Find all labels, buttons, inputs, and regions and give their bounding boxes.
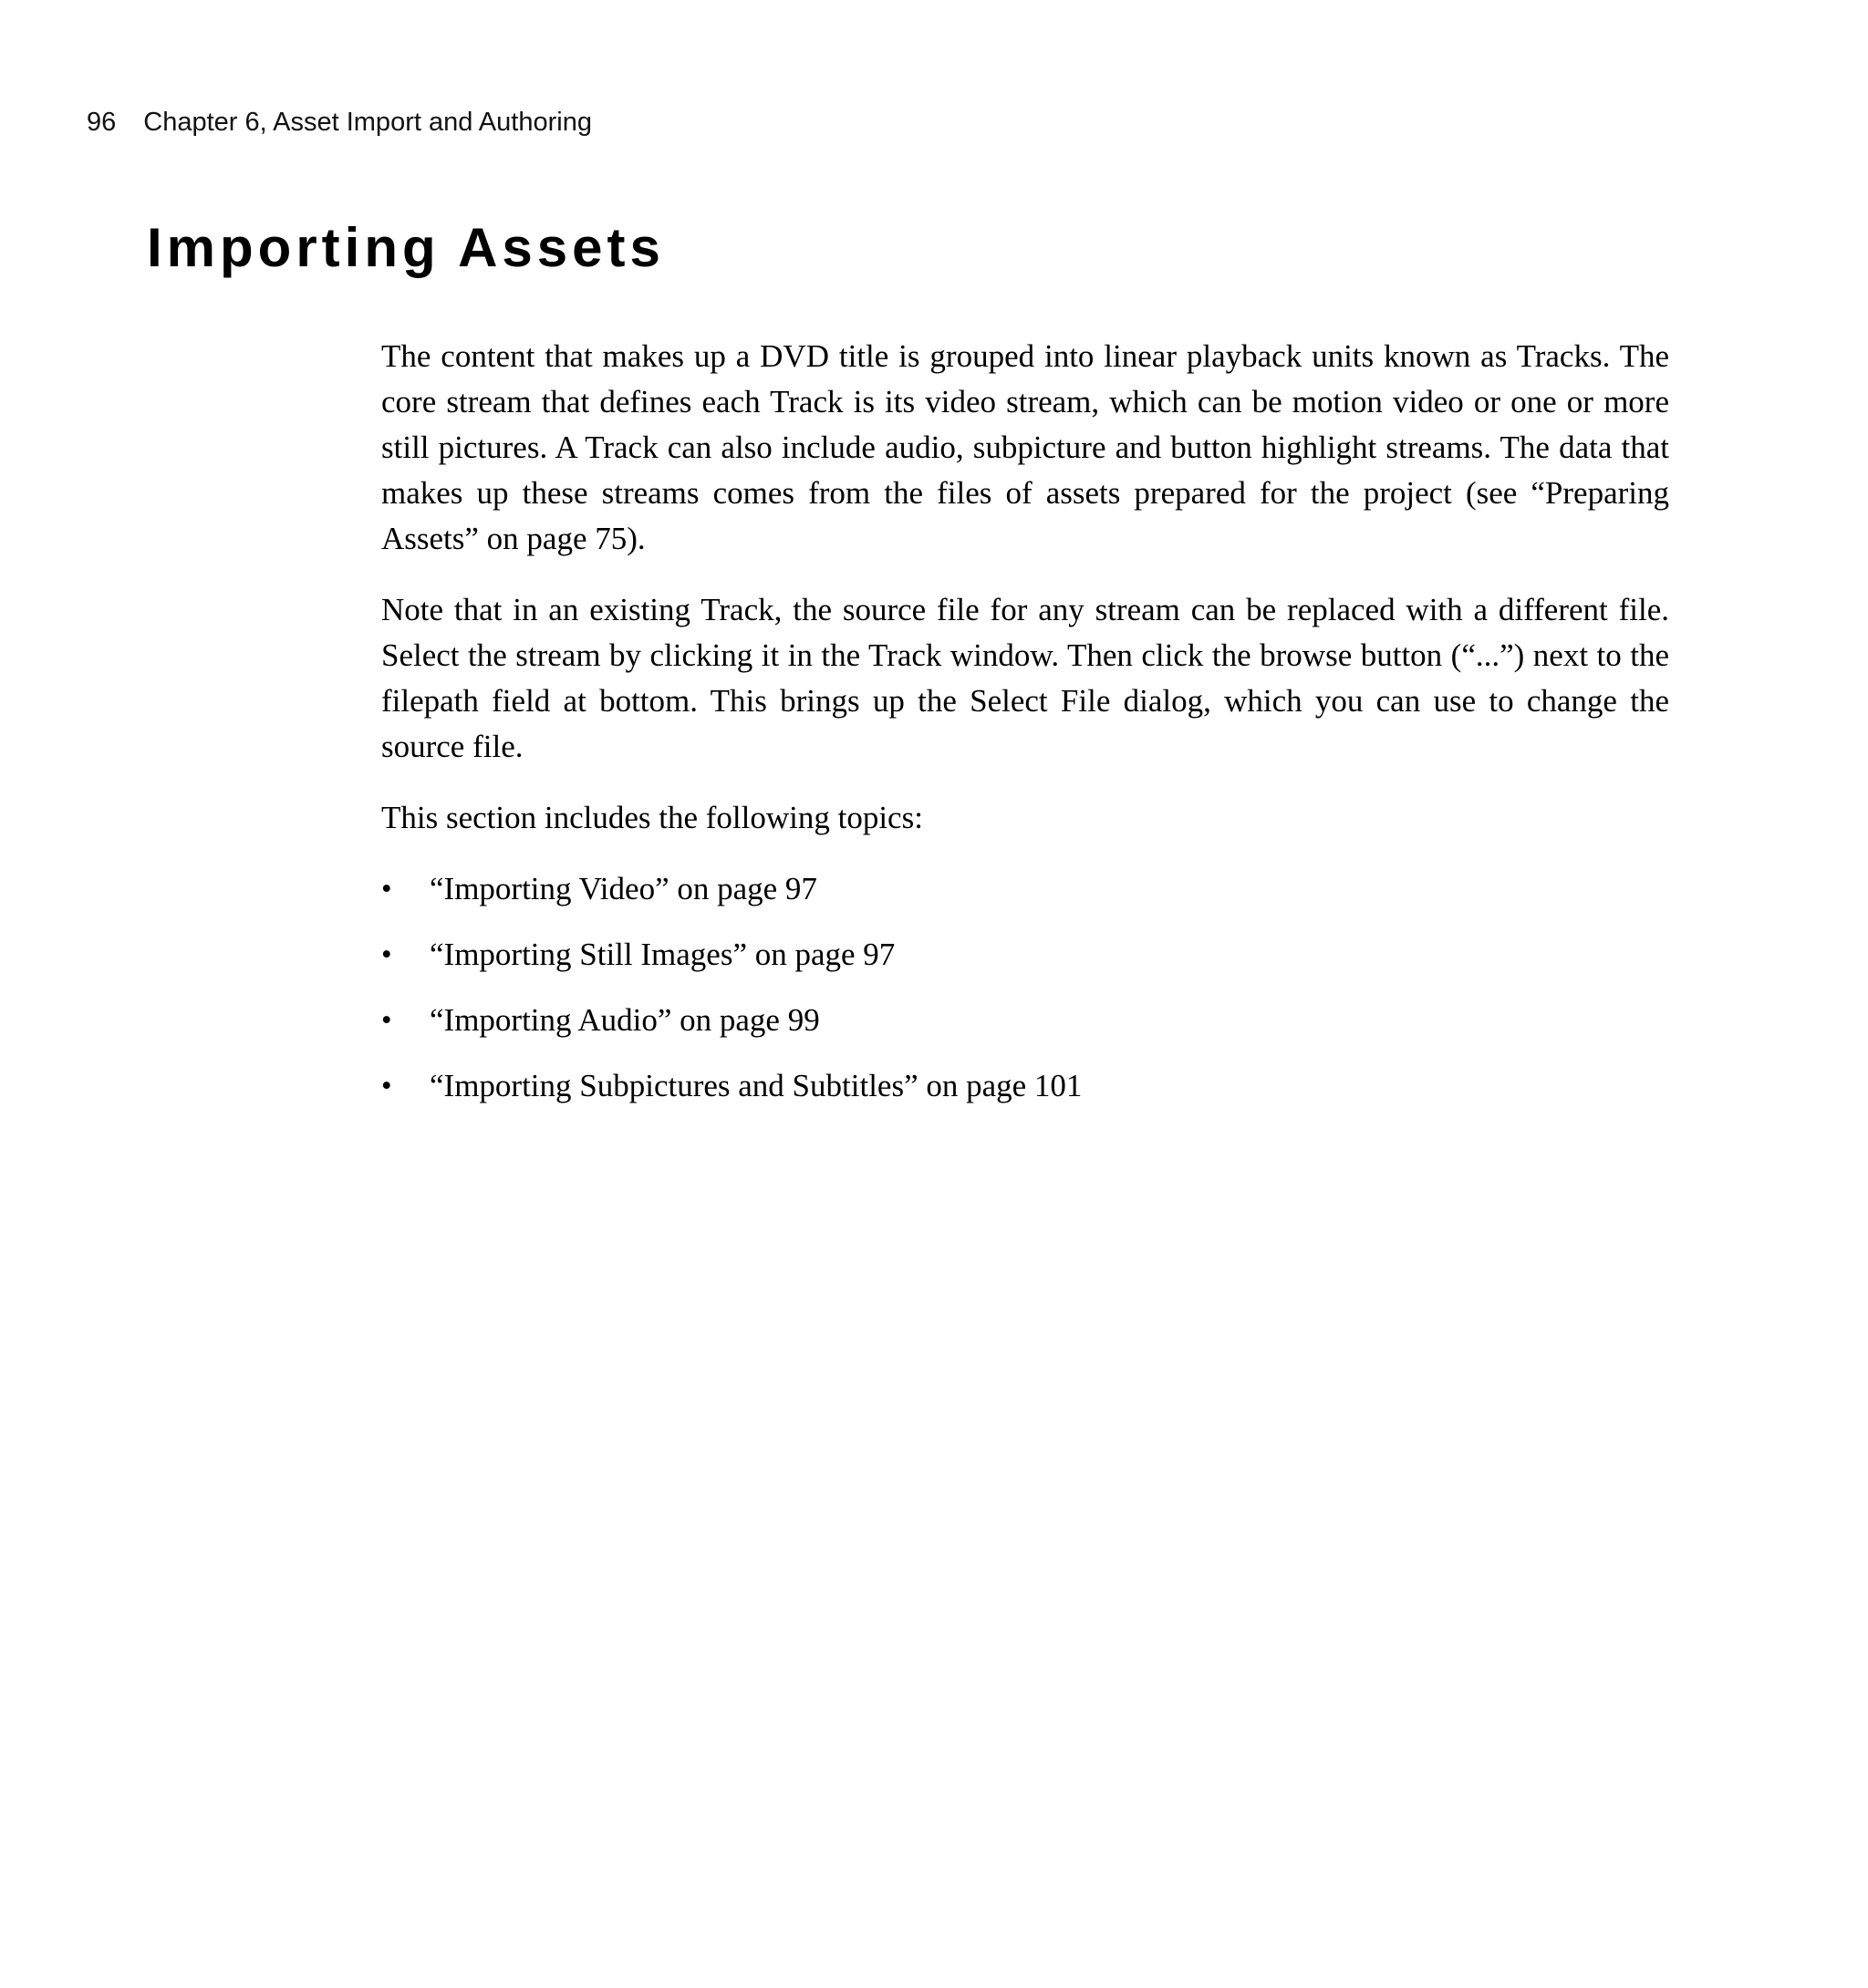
bullet-icon: • <box>381 1070 392 1103</box>
bullet-icon: • <box>381 938 392 971</box>
topic-list <box>381 866 1669 1109</box>
running-header <box>87 108 592 138</box>
section-body <box>381 334 1669 1129</box>
topic-link-importing-subpictures[interactable]: “Importing Subpictures and Subtitles” on page 101 <box>430 1068 1083 1103</box>
topic-link-importing-audio[interactable]: “Importing Audio” on page 99 <box>430 1002 820 1038</box>
list-item <box>381 866 1669 912</box>
list-item <box>381 1063 1669 1109</box>
chapter-title: Chapter 6, Asset Import and Authoring <box>143 108 592 137</box>
list-item <box>381 932 1669 978</box>
note-paragraph: Note that in an existing Track, the source file for any stream can be replaced with a different file. Select the stream by clicking it in the Track window. Then click the browse button (“...”) next to the filepath field at bottom. This brings up the Select File dialog, which you can use to change the source file. <box>381 592 1669 764</box>
topics-intro: This section includes the following topics: <box>381 800 923 835</box>
topic-link-importing-still-images[interactable]: “Importing Still Images” on page 97 <box>430 937 896 972</box>
section-title: Importing Assets <box>147 217 665 278</box>
topic-link-importing-video[interactable]: “Importing Video” on page 97 <box>430 871 817 906</box>
list-item <box>381 998 1669 1043</box>
page-number: 96 <box>87 108 117 137</box>
bullet-icon: • <box>381 873 392 906</box>
bullet-icon: • <box>381 1004 392 1037</box>
intro-paragraph: The content that makes up a DVD title is grouped into linear playback units known as Tracks. The core stream that defines each Track is its video stream, which can be motion video or one or more still pictures. A Track can also include audio, subpicture and button highlight streams. The data that makes up these streams comes from the files of assets prepared for the project (see “Preparing Assets” on page 75). <box>381 338 1669 556</box>
